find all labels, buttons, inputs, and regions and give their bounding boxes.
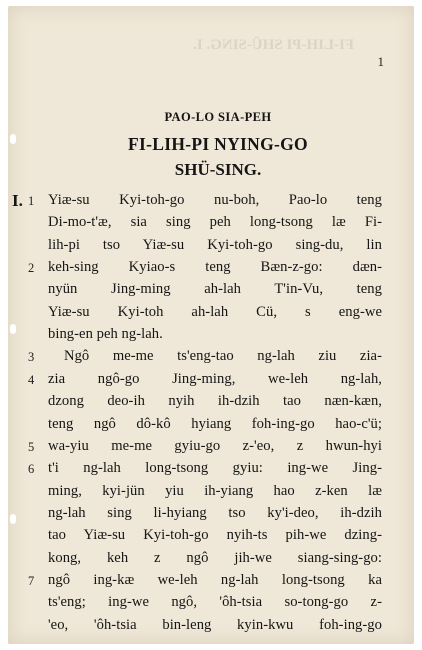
verse-number: 4	[28, 372, 35, 387]
text-line: keh-sing Kyiao-s teng Bæn-z-go: dæn-	[48, 259, 382, 276]
text-line: ts'eng; ing-we ngô, 'ôh-tsia so-tong-go z-	[48, 594, 382, 611]
text-line: wa-yiu me-me gyiu-go z-'eo, z hwun-hyi	[48, 437, 382, 454]
bleed-running-header: FI-LIH-PI SHÜ-SING. I.	[193, 37, 354, 53]
chapter-number: I.	[12, 191, 23, 210]
verse-number: 7	[28, 573, 35, 588]
verse-number: 3	[28, 350, 35, 365]
page-content	[8, 6, 414, 644]
document-page	[8, 6, 414, 644]
verse-number: 6	[28, 462, 35, 477]
text-line: t'i ng-lah long-tsong gyiu: ing-we Jing-	[48, 460, 382, 477]
text-line: ngô ing-kæ we-leh ng-lah long-tsong ka	[48, 571, 382, 588]
verse-number: 5	[28, 439, 35, 454]
author-heading: PAO-LO SIA-PEH	[164, 110, 272, 124]
text-line: dzong deo-ih nyih ih-dzih tao næn-kæn,	[48, 393, 382, 410]
page-subtitle: SHÜ-SING.	[174, 160, 262, 179]
text-line: Di-mo-t'æ, sia sing peh long-tsong læ Fi-	[48, 214, 382, 231]
text-line: Ngô me-me ts'eng-tao ng-lah ziu zia-	[64, 348, 382, 365]
verse-number: 1	[28, 194, 35, 208]
text-line: Yiæ-su Kyi-toh-go nu-boh, Pao-lo teng	[48, 192, 382, 208]
text-line: bing-en peh ng-lah.	[48, 326, 163, 343]
text-line: kong, keh z ngô jih-we siang-sing-go:	[48, 549, 382, 566]
text-line: tao Yiæ-su Kyi-toh-go nyih-ts pih-we dzing-	[48, 527, 382, 544]
text-line: Yiæ-su Kyi-toh ah-lah Cü, s eng-we	[48, 303, 382, 320]
page-mark: 1	[377, 54, 384, 69]
text-line: 'eo, 'ôh-tsia bin-leng kyin-kwu foh-ing-go	[48, 616, 382, 633]
text-line: ng-lah sing li-hyiang tso ky'i-deo, ih-dzih	[48, 504, 382, 521]
text-line: ming, kyi-jün yiu ih-yiang hao z-ken læ	[48, 482, 382, 499]
text-line: zia ngô-go Jing-ming, we-leh ng-lah,	[48, 370, 382, 387]
text-line: lih-pi tso Yiæ-su Kyi-toh-go sing-du, lin	[48, 236, 382, 253]
page-title: FI-LIH-PI NYING-GO	[128, 134, 308, 154]
text-line: nyün Jing-ming ah-lah T'in-Vu, teng	[48, 281, 382, 298]
verse-number: 2	[28, 261, 35, 276]
text-line: teng ngô dô-kô hyiang foh-ing-go hao-c'ü;	[48, 415, 382, 432]
